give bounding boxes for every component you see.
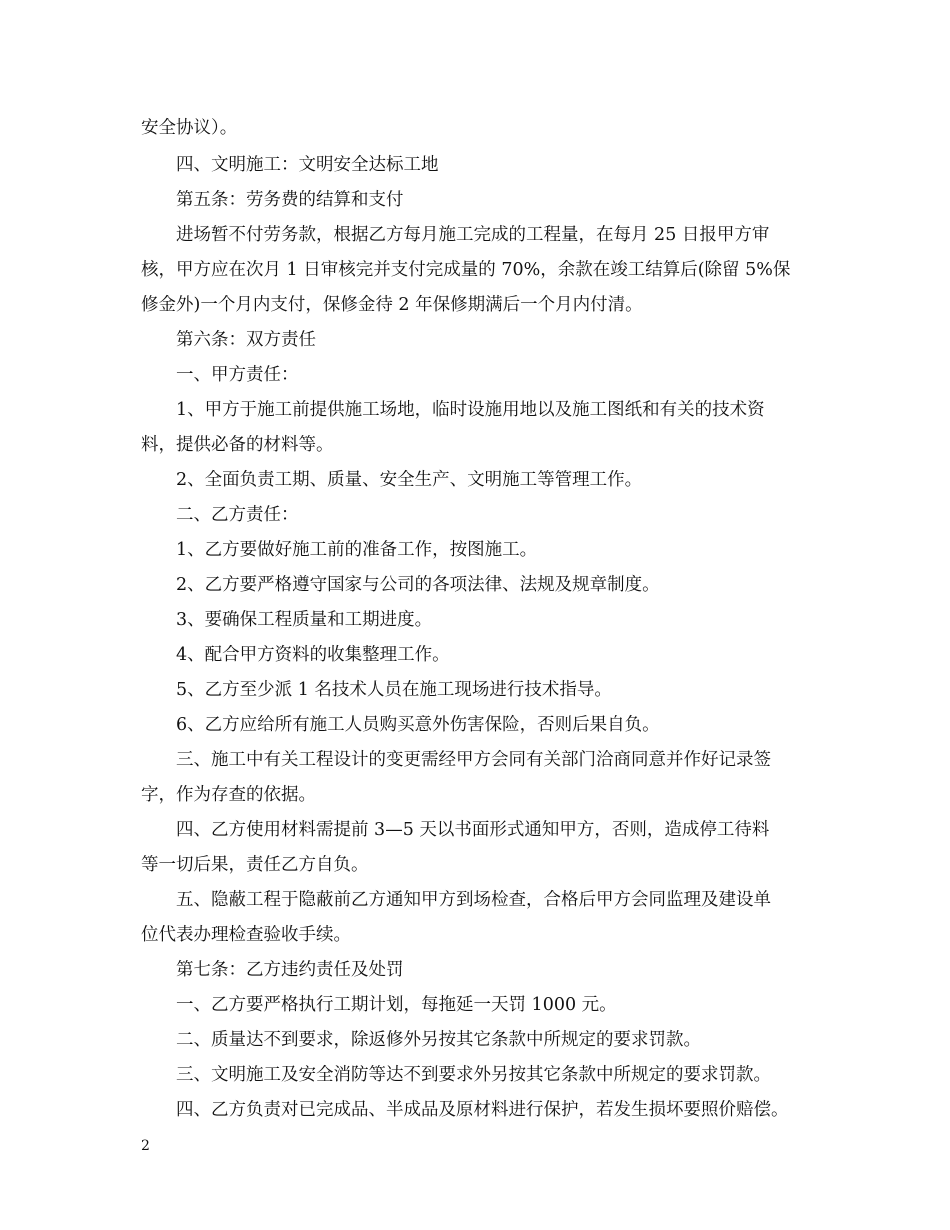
article-heading: 第七条：乙方违约责任及处罚 [176, 960, 404, 980]
text-line: 1、甲方于施工前提供施工场地，临时设施用地以及施工图纸和有关的技术资 [176, 400, 765, 420]
text-line: 三、施工中有关工程设计的变更需经甲方会同有关部门洽商同意并作好记录签 [176, 750, 771, 770]
text-line: 位代表办理检查验收手续。 [141, 925, 351, 945]
section-heading: 一、甲方责任： [176, 365, 299, 385]
text-line: 五、隐蔽工程于隐蔽前乙方通知甲方到场检查，合格后甲方会同监理及建设单 [176, 890, 771, 910]
text-line: 安全协议）。 [141, 118, 238, 138]
page-number: 2 [141, 1138, 150, 1154]
text-line: 四、乙方使用材料需提前 3—5 天以书面形式通知甲方，否则，造成停工待料 [176, 820, 770, 840]
article-heading: 第五条：劳务费的结算和支付 [176, 190, 404, 210]
section-heading: 四、文明施工：文明安全达标工地 [176, 155, 439, 175]
text-line: 2、乙方要严格遵守国家与公司的各项法律、法规及规章制度。 [176, 575, 660, 595]
text-line: 核，甲方应在次月 1 日审核完并支付完成量的 70%，余款在竣工结算后(除留 5%保 [141, 260, 791, 280]
text-line: 修金外)一个月内支付，保修金待 2 年保修期满后一个月内付清。 [141, 295, 643, 315]
text-line: 二、质量达不到要求，除返修外另按其它条款中所规定的要求罚款。 [176, 1030, 701, 1050]
article-heading: 第六条：双方责任 [176, 330, 316, 350]
text-line: 四、乙方负责对已完成品、半成品及原材料进行保护，若发生损坏要照价赔偿。 [176, 1100, 789, 1120]
text-line: 5、乙方至少派 1 名技术人员在施工现场进行技术指导。 [176, 680, 612, 700]
text-line: 字，作为存查的依据。 [141, 785, 316, 805]
section-heading: 二、乙方责任： [176, 505, 299, 525]
text-line: 一、乙方要严格执行工期计划，每拖延一天罚 1000 元。 [176, 995, 617, 1015]
text-line: 进场暂不付劳务款，根据乙方每月施工完成的工程量，在每月 25 日报甲方审 [176, 225, 770, 245]
text-line: 4、配合甲方资料的收集整理工作。 [176, 645, 450, 665]
text-line: 三、文明施工及安全消防等达不到要求外另按其它条款中所规定的要求罚款。 [176, 1065, 771, 1085]
text-line: 等一切后果，责任乙方自负。 [141, 855, 369, 875]
text-line: 料，提供必备的材料等。 [141, 435, 334, 455]
text-line: 6、乙方应给所有施工人员购买意外伤害保险，否则后果自负。 [176, 715, 660, 735]
text-line: 2、全面负责工期、质量、安全生产、文明施工等管理工作。 [176, 470, 643, 490]
text-line: 3、要确保工程质量和工期进度。 [176, 610, 433, 630]
text-line: 1、乙方要做好施工前的准备工作，按图施工。 [176, 540, 538, 560]
